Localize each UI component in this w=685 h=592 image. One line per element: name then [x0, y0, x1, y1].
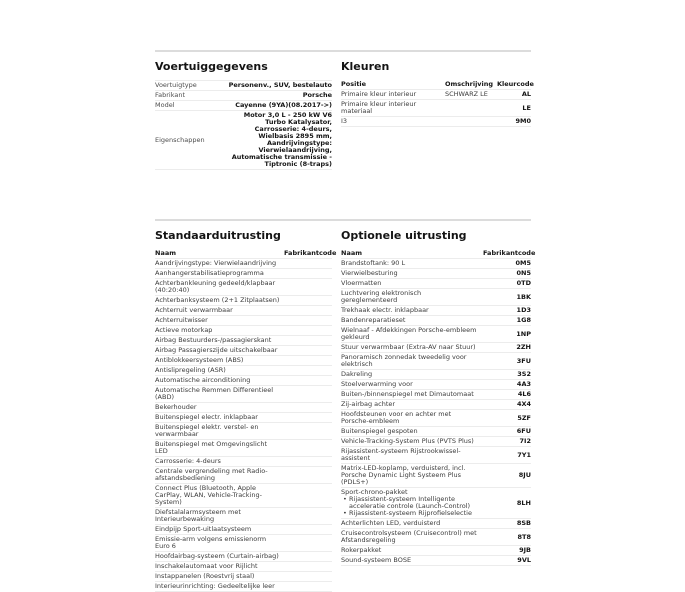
- table-row: [155, 269, 332, 279]
- equipment-name: Buitenspiegel electr. inklapbaar: [155, 413, 258, 421]
- section-optional-equipment: [341, 229, 536, 566]
- equipment-name: Zij-airbag achter: [341, 400, 396, 408]
- equipment-code: 0TD: [516, 279, 531, 287]
- equipment-name: Rijassistent-systeem Rijstrookwissel-assistent: [341, 447, 461, 462]
- equipment-name: Aandrijvingstype: Vierwielaandrijving: [155, 259, 277, 267]
- equipment-name: Airbag Passagierszijde uitschakelbaar: [155, 346, 278, 354]
- bullet-icon: •: [343, 509, 347, 517]
- table-row: [155, 259, 332, 269]
- equipment-code: 1NP: [516, 329, 531, 338]
- equipment-code: 3S2: [517, 370, 531, 378]
- color-code: 9M0: [515, 117, 531, 125]
- equipment-name: Emissie-arm volgens emissienorm Euro 6: [155, 535, 267, 550]
- standard-table-body: [155, 259, 332, 592]
- table-row: [155, 316, 332, 326]
- section-standard-equipment: [155, 229, 337, 592]
- equipment-name: Inschakelautomaat voor Rijlicht: [155, 562, 258, 570]
- table-row: [155, 101, 332, 111]
- table-row: [341, 437, 531, 447]
- table-row: [341, 90, 531, 100]
- standard-table-header: [155, 249, 337, 259]
- vehicle-attribute-value: Personenv., SUV, bestelauto: [228, 81, 332, 89]
- equipment-name: Wielnaaf - Afdekkingen Porsche-embleem gekleurd: [341, 326, 477, 341]
- table-row: [341, 427, 531, 437]
- equipment-code: 7I2: [519, 437, 531, 445]
- equipment-name: Stuur verwarmbaar (Extra-AV naar Stuur): [341, 343, 476, 351]
- table-row: [155, 386, 332, 403]
- equipment-code: 9JB: [519, 546, 531, 554]
- table-row: [341, 464, 531, 488]
- equipment-sub-item: • Rijassistent-systeem Rijprofielselectie: [343, 509, 472, 517]
- color-description: SCHWARZ LE: [445, 90, 488, 98]
- table-row: [155, 508, 332, 525]
- equipment-code: 0N5: [516, 269, 531, 277]
- equipment-code: 0M5: [515, 259, 531, 267]
- equipment-name: Sound-systeem BOSE: [341, 556, 412, 564]
- table-row: [341, 279, 531, 289]
- equipment-code: 4X4: [516, 400, 531, 408]
- table-row: [155, 356, 332, 366]
- table-row: [341, 380, 531, 390]
- standard-equipment-table: [155, 249, 337, 592]
- table-row: [155, 91, 332, 101]
- column-header-naam: Naam: [155, 249, 176, 257]
- vehicle-attribute-value: Motor 3,0 L - 250 kW V6 Turbo Katalysator, Carrosserie: 4-deurs, Wielbasis 2895 mm, Aandrijvingstype: Vierwielaandrijving, Automatische transmissie - Tiptronic (8-traps): [231, 111, 332, 168]
- equipment-name: Interieurinrichting: Gedeeltelijke leer: [155, 582, 275, 590]
- equipment-name: Achterbankleuning gedeeld/klapbaar (40:20:40): [155, 279, 276, 294]
- table-row: [155, 279, 332, 296]
- table-row: [341, 316, 531, 326]
- vehicle-attribute-label: Voertuigtype: [155, 81, 197, 89]
- column-header-fabrikantcode: Fabrikantcode: [483, 249, 536, 257]
- optional-table-header: [341, 249, 536, 259]
- table-row: [155, 457, 332, 467]
- equipment-name: Bekerhouder: [155, 403, 197, 411]
- equipment-name: Carrosserie: 4-deurs: [155, 457, 221, 465]
- equipment-name: Automatische airconditioning: [155, 376, 251, 384]
- standard-section-title: Standaarduitrusting: [155, 229, 281, 242]
- equipment-code: 8JU: [518, 471, 531, 479]
- table-row: [155, 296, 332, 306]
- equipment-sub-item: • Rijassistent-systeem Intelligente acceleratie controle (Launch-Control): [343, 495, 471, 510]
- equipment-name: Hoofdsteunen voor en achter met Porsche-embleem: [341, 410, 452, 425]
- equipment-code: 4A3: [516, 380, 531, 388]
- colors-table: [341, 80, 534, 127]
- table-row: [155, 525, 332, 535]
- vehicle-attribute-label: Fabrikant: [155, 91, 186, 99]
- equipment-code: 7Y1: [517, 450, 531, 459]
- equipment-name: Antiblokkeersysteem (ABS): [155, 356, 244, 364]
- color-code: LE: [522, 103, 531, 112]
- table-row: [341, 326, 531, 343]
- equipment-name: Achterruitwisser: [155, 316, 208, 324]
- equipment-name: Dakreling: [341, 370, 373, 378]
- equipment-code: 1BK: [516, 292, 531, 301]
- equipment-code: 4L6: [517, 390, 531, 398]
- optional-section-title: Optionele uitrusting: [341, 229, 467, 242]
- equipment-name: Luchtvering elektronisch gereglementeerd: [341, 289, 422, 304]
- color-position: Primaire kleur interieur: [341, 90, 417, 98]
- table-row: [341, 353, 531, 370]
- equipment-name: Vierwielbesturing: [341, 269, 398, 277]
- table-row: [155, 552, 332, 562]
- table-row: [341, 370, 531, 380]
- equipment-name: Panoramisch zonnedak tweedelig voor elektrisch: [341, 353, 467, 368]
- table-row: [341, 259, 531, 269]
- top-divider: [155, 50, 531, 52]
- table-row: [155, 306, 332, 316]
- equipment-name: Bandenreparatieset: [341, 316, 406, 324]
- vehicle-attribute-value: Cayenne (9YA)(08.2017->): [235, 101, 332, 109]
- vehicle-table: [155, 80, 332, 170]
- equipment-code: 3FU: [516, 356, 531, 365]
- section-vehicle-data: [155, 60, 332, 170]
- equipment-name: Sport-chrono-pakket • Rijassistent-systeem Intelligente acceleratie controle (Launch-Control) • Rijassistent-systeem Rijprofielselectie: [341, 489, 483, 517]
- table-row: [155, 336, 332, 346]
- equipment-name: Hoofdairbag-systeem (Curtain-airbag): [155, 552, 279, 560]
- equipment-name: Actieve motorkap: [155, 326, 213, 334]
- table-row: [155, 413, 332, 423]
- equipment-name: Centrale vergrendeling met Radio-afstandsbediening: [155, 467, 268, 482]
- equipment-name: Buitenspiegel elektr. verstel- en verwarmbaar: [155, 423, 259, 438]
- table-row: [341, 306, 531, 316]
- equipment-name: Buitenspiegel gespoten: [341, 427, 418, 435]
- equipment-name: Instappanelen (Roestvrij staal): [155, 572, 255, 580]
- vehicle-attribute-label: Eigenschappen: [155, 135, 205, 144]
- middle-divider: [155, 219, 531, 221]
- table-row: [155, 366, 332, 376]
- table-row: [155, 440, 332, 457]
- column-header-positie: Positie: [341, 80, 367, 88]
- table-row: [341, 400, 531, 410]
- table-row: [155, 346, 332, 356]
- table-row: [341, 546, 531, 556]
- document-page: [155, 0, 536, 590]
- optional-equipment-table: [341, 249, 536, 566]
- column-header-naam: Naam: [341, 249, 362, 257]
- vehicle-attribute-value: Porsche: [302, 91, 332, 99]
- color-position: I3: [341, 117, 348, 125]
- equipment-code: 9VL: [517, 556, 531, 564]
- table-row: [341, 100, 531, 117]
- equipment-name: Buiten-/binnenspiegel met Dimautomaat: [341, 390, 474, 398]
- equipment-name: Automatische Remmen Differentieel (ABD): [155, 386, 274, 401]
- equipment-code: 6FU: [516, 427, 531, 435]
- optional-table-body: [341, 259, 531, 566]
- equipment-code: 1G8: [516, 316, 531, 324]
- table-row: [155, 467, 332, 484]
- equipment-name: Achterruit verwarmbaar: [155, 306, 233, 314]
- equipment-name: Achterlichten LED, verduisterd: [341, 519, 441, 527]
- equipment-name: Buitenspiegel met Omgevingslicht LED: [155, 440, 268, 455]
- equipment-code: 2ZH: [516, 343, 531, 351]
- table-row: [341, 519, 531, 529]
- table-row: [341, 289, 531, 306]
- bullet-icon: •: [343, 495, 347, 503]
- equipment-name: Connect Plus (Bluetooth, Apple CarPlay, WLAN, Vehicle-Tracking-System): [155, 484, 262, 506]
- column-header-omschrijving: Omschrijving: [445, 80, 494, 88]
- equipment-name: Aanhangerstabilisatieprogramma: [155, 269, 264, 277]
- equipment-name: Antislipregeling (ASR): [155, 366, 226, 374]
- table-row: [155, 423, 332, 440]
- table-row: [155, 403, 332, 413]
- equipment-name: Diefstalalarmsysteem met Interieurbewaking: [155, 508, 241, 523]
- colors-table-body: [341, 90, 531, 127]
- color-code: AL: [521, 90, 531, 98]
- table-row: [155, 376, 332, 386]
- equipment-name: Matrix-LED-koplamp, verduisterd, incl. Porsche Dynamic Light Systeem Plus (PDLS+): [341, 464, 466, 486]
- equipment-name: Cruisecontrolsysteem (Cruisecontrol) met Afstandsregeling: [341, 529, 477, 544]
- table-row: [341, 556, 531, 566]
- column-header-kleurcode: Kleurcode: [497, 80, 534, 88]
- section-colors: [341, 60, 534, 127]
- colors-section-title: Kleuren: [341, 60, 390, 73]
- equipment-code: 8T8: [517, 532, 531, 541]
- equipment-name: Rokerpakket: [341, 546, 382, 554]
- table-row: [155, 582, 332, 592]
- table-row: [341, 390, 531, 400]
- table-row: [155, 562, 332, 572]
- table-row: [341, 117, 531, 127]
- table-row: [155, 535, 332, 552]
- equipment-name: Eindpijp Sport-uitlaatsysteem: [155, 525, 252, 533]
- table-row: [155, 572, 332, 582]
- table-row: [155, 326, 332, 336]
- colors-table-header: [341, 80, 534, 90]
- vehicle-attribute-label: Model: [155, 101, 175, 109]
- table-row: [341, 529, 531, 546]
- equipment-name: Trekhaak electr. inklapbaar: [341, 306, 429, 314]
- table-row: [341, 488, 531, 519]
- vehicle-section-title: Voertuiggegevens: [155, 60, 268, 73]
- equipment-name: Airbag Bestuurders-/passagierskant: [155, 336, 272, 344]
- table-row: [341, 447, 531, 464]
- color-position: Primaire kleur interieur materiaal: [341, 100, 417, 115]
- table-row: [341, 269, 531, 279]
- equipment-code: 1D3: [516, 306, 531, 314]
- table-row: [155, 484, 332, 508]
- table-row: [341, 410, 531, 427]
- equipment-name: Vehicle-Tracking-System Plus (PVTS Plus): [341, 437, 474, 445]
- equipment-code: 8SB: [516, 519, 531, 527]
- equipment-name: Vloermatten: [341, 279, 382, 287]
- table-row: [155, 81, 332, 91]
- equipment-code: 8LH: [516, 498, 531, 507]
- equipment-name: Achterbanksysteem (2+1 Zitplaatsen): [155, 296, 280, 304]
- column-header-fabrikantcode: Fabrikantcode: [284, 249, 337, 257]
- table-row: [341, 343, 531, 353]
- equipment-name: Stoelverwarming voor: [341, 380, 413, 388]
- equipment-code: 5ZF: [517, 413, 531, 422]
- equipment-name: Brandstoftank: 90 L: [341, 259, 406, 267]
- table-row: [155, 111, 332, 170]
